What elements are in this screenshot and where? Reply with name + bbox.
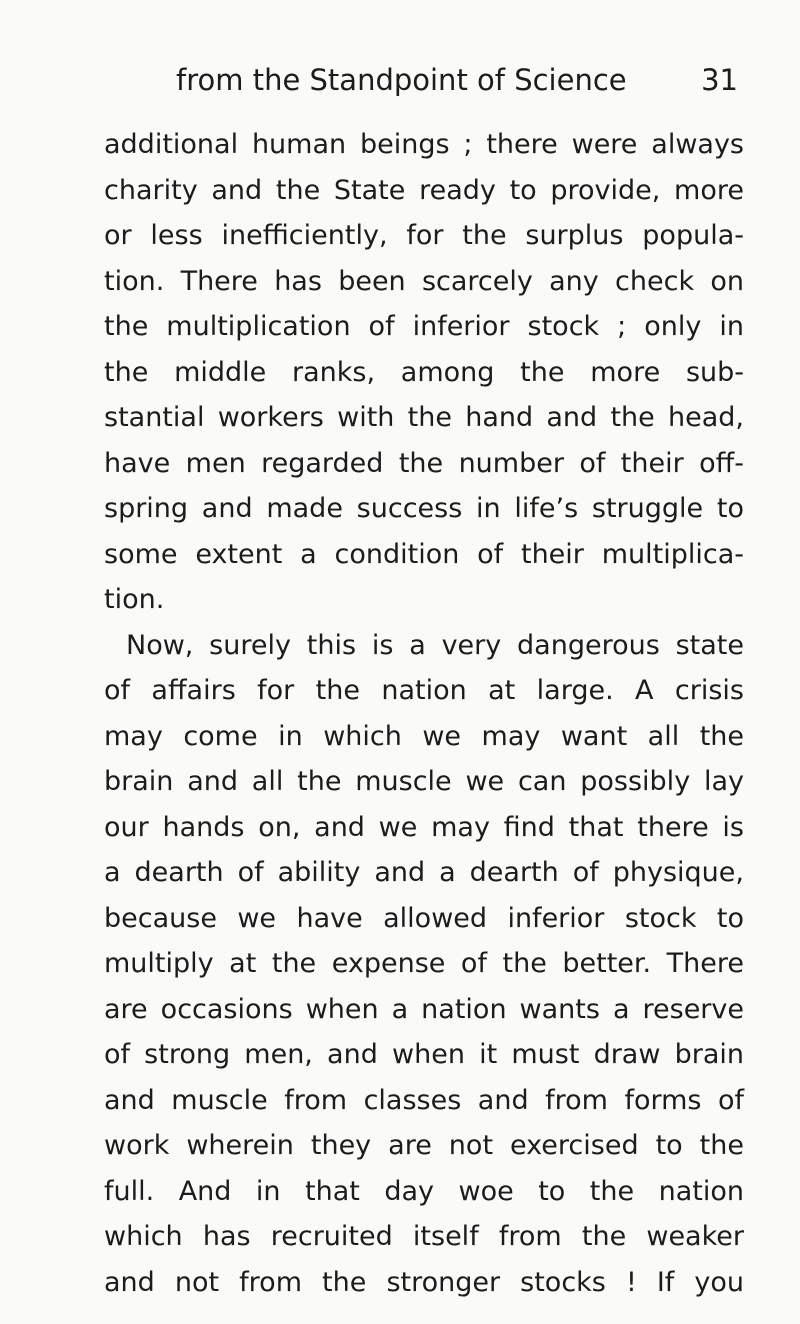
running-title: from the Standpoint of Science <box>176 63 627 97</box>
text-line: of affairs for the nation at large. A crisis <box>104 675 744 706</box>
text-line: the middle ranks, among the more sub- <box>104 356 744 388</box>
text-line: or less inefficiently, for the surplus popula- <box>104 220 744 251</box>
text-line: Now, surely this is a very dangerous state <box>126 629 744 661</box>
text-line: spring and made success in life’s struggle to <box>104 493 744 524</box>
text-line: brain and all the muscle we can possibly lay <box>104 766 744 797</box>
running-head <box>176 58 738 102</box>
text-line: the multiplication of inferior stock ; only in <box>104 311 744 342</box>
body-text <box>104 122 744 1305</box>
text-line: are occasions when a nation wants a reserve <box>104 993 744 1025</box>
text-line: some extent a condition of their multiplica- <box>104 538 744 570</box>
text-line: and not from the stronger stocks ! If you <box>104 1266 744 1298</box>
text-line: our hands on, and we may find that there is <box>104 811 744 843</box>
text-line: tion. There has been scarcely any check on <box>104 265 744 297</box>
text-line: charity and the State ready to provide, more <box>104 174 744 206</box>
paragraph-2 <box>104 623 744 1306</box>
page-number: 31 <box>701 63 738 97</box>
text-line: and muscle from classes and from forms of <box>104 1084 744 1116</box>
paragraph-1 <box>104 122 744 623</box>
text-line: which has recruited itself from the weaker <box>104 1221 744 1252</box>
text-line: may come in which we may want all the <box>104 720 744 752</box>
text-line: a dearth of ability and a dearth of physique, <box>104 857 744 888</box>
text-line: stantial workers with the hand and the head, <box>104 402 744 433</box>
text-line: tion. <box>104 584 165 615</box>
text-line: of strong men, and when it must draw brain <box>104 1039 744 1070</box>
text-line: multiply at the expense of the better. There <box>104 948 744 979</box>
text-line: additional human beings ; there were always <box>104 129 744 160</box>
text-line: because we have allowed inferior stock to <box>104 902 744 934</box>
text-line: have men regarded the number of their off- <box>104 447 744 479</box>
text-line: work wherein they are not exercised to the <box>104 1130 744 1161</box>
text-line: full. And in that day woe to the nation <box>104 1175 744 1207</box>
